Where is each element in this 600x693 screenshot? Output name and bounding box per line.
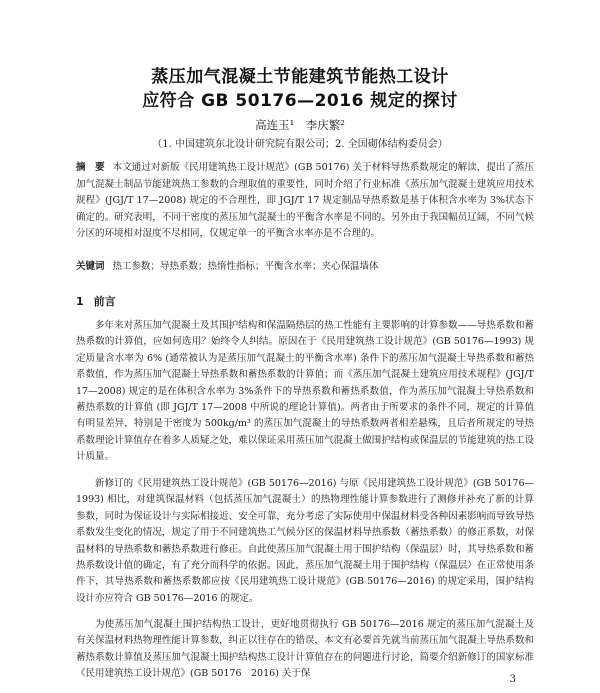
abstract <box>76 160 534 243</box>
authors: 高连玉¹ 李庆繁² <box>255 118 345 132</box>
keywords-text: 热工参数；导热系数；热惰性指标；平衡含水率；夹心保温墙体 <box>112 261 379 272</box>
body-paragraph-2: 新修订的《民用建筑热工设计规范》(GB 50176—2016) 与原《民用建筑热工设计规范》(GB 50176—1993) 相比，对建筑保温材料（包括蒸压加气混凝土）的热物理性能计算参数进行了测修并补充了新的计算参数，同时为保证设计与实际相接近、安全可靠，充分考虑了实际使用中保温材料受各种因素影响而导致导热系数发生变化的情况，规定了用于不同建筑热工气候分区的保温材料导热系数（蓄热系数）的修正系数，对保温材料的导热系数和蓄热系数进行修正。自此使蒸压加气混凝土用于围护结构（保温层）时，其导热系数和蓄热系数设计值的确定，有了充分而科学的依据。因此，蒸压加气混凝土用于围护结构（保温层）在正常使用条件下，其导热系数和蓄热系数都应按《民用建筑热工设计规范》(GB 50176—2016) 的规定采用，围护结构设计亦应符合 GB 50176—2016 的规定。 <box>76 478 534 604</box>
page-number: 3 <box>509 674 516 685</box>
affiliation: （1. 中国建筑东北设计研究院有限公司；2. 全国砌体结构委员会） <box>152 139 448 150</box>
paper-title-line-2: 应符合 GB 50176—2016 规定的探讨 <box>142 91 458 111</box>
abstract-label: 摘 要 <box>76 162 105 173</box>
body-paragraph-1: 多年来对蒸压加气混凝土及其围护结构和保温隔热层的热工性能有主要影响的计算参数——导热系数和蓄热系数的计算值，应如何选用？始终令人纠结。原因在于《民用建筑热工设计规范》(GB 50176—1993) 规定质量含水率为 6% (通常被认为是蒸压加气混凝土的平衡含水率) 条件下的蒸压加气混凝土导热系数和蓄热系数值，作为蒸压加气混凝土导热系数和蓄热系数的计算值；而《蒸压加气混凝土建筑应用技术规程》(JGJ/T 17—2008) 规定的是在体积含水率为 3%条件下的导热系数和蓄热系数值，作为蒸压加气混凝土导热系数和蓄热系数的计算值 (即 JGJ/T 17—2008 中所说的理论计算值)。两者由于所要求的条件不同，规定的计算值有明显差异，特别是干密度为 500kg/m³ 的蒸压加气混凝土的导热系数两者相差悬殊，且后者所规定的导热系数理论计算值存在着多人质疑之处，难以保证采用蒸压加气混凝土做围护结构或保温层的节能建筑的热工设计质量。 <box>76 320 534 463</box>
section-number: 1 <box>76 295 84 308</box>
body-paragraph-3: 为使蒸压加气混凝土围护结构热工设计，更好地贯彻执行 GB 50176—2016 规定的蒸压加气混凝土及有关保温材料热物理性能计算参数，纠正以往存在的错误，本文有必要首先就当前蒸压加气混凝土导热系数和蓄热系数计算值及蒸压加气混凝土围护结构热工设计计算值存在的问题进行讨论，简要介绍新修订的国家标准《民用建筑热工设计规范》(GB 50176 2016) 关于保 <box>76 619 534 680</box>
section-title: 前言 <box>93 295 116 308</box>
paper-title-line-1: 蒸压加气混凝土节能建筑节能热工设计 <box>151 67 449 87</box>
section-heading <box>76 293 116 309</box>
abstract-text: 本文通过对新版《民用建筑热工设计规范》(GB 50176) 关于材料导热系数规定的解读，提出了蒸压加气混凝土制品节能建筑热工参数的合理取值的重要性，同时介绍了行业标准《蒸压加气混凝土建筑应用技术规程》(JGJ/T 17—2008) 规定的不合理性，即 JGJ/T 17 规定制品导热系数是基于体积含水率为 3%状态下确定的。研究表明，不同干密度的蒸压加气混凝土的平衡含水率是不同的。另外由于我国幅员辽阔，不同气候分区的环境相对湿度不尽相同，仅规定单一的平衡含水率亦是不合理的。 <box>76 162 534 240</box>
keywords <box>76 259 534 275</box>
keywords-label: 关键词 <box>76 261 105 272</box>
